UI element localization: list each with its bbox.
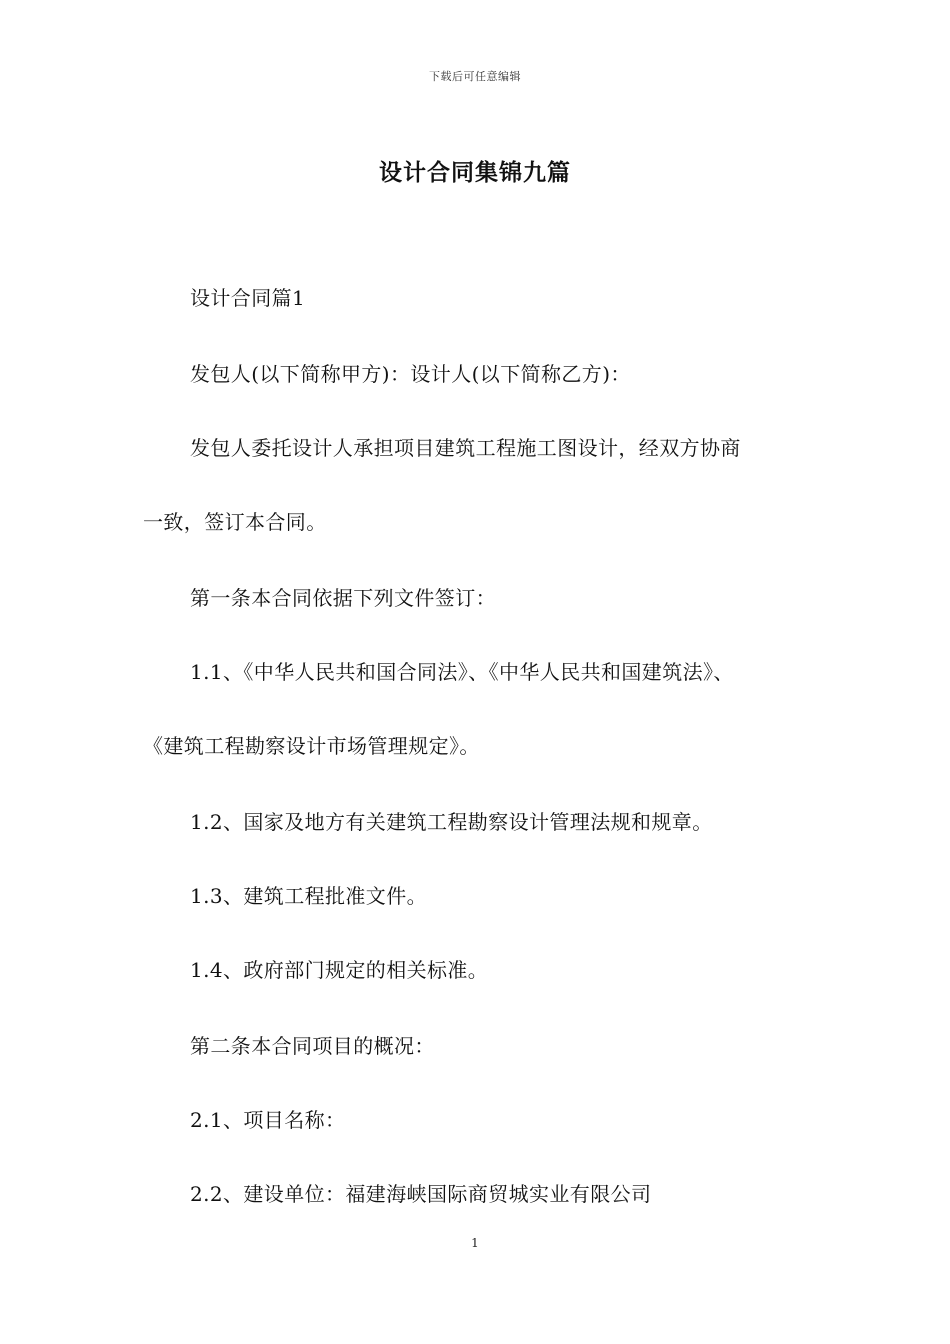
body-paragraph: 发包人委托设计人承担项目建筑工程施工图设计，经双方协商 xyxy=(190,436,741,460)
clause-item: 2.1、项目名称： xyxy=(190,1108,346,1132)
clause-item: 1.4、政府部门规定的相关标准。 xyxy=(190,958,489,982)
article-heading: 第二条本合同项目的概况： xyxy=(190,1034,435,1058)
document-title: 设计合同集锦九篇 xyxy=(379,159,571,186)
clause-item: 1.2、国家及地方有关建筑工程勘察设计管理法规和规章。 xyxy=(190,810,713,834)
clause-item: 1.3、建筑工程批准文件。 xyxy=(190,884,428,908)
body-paragraph-continuation: 一致，签订本合同。 xyxy=(143,510,327,534)
clause-item: 2.2、建设单位：福建海峡国际商贸城实业有限公司 xyxy=(190,1182,652,1206)
section-heading: 设计合同篇1 xyxy=(190,286,306,310)
page-number: 1 xyxy=(471,1236,479,1250)
parties-line: 发包人(以下简称甲方)：设计人(以下简称乙方)： xyxy=(190,362,631,386)
header-note: 下载后可任意编辑 xyxy=(429,70,521,83)
clause-item-continuation: 《建筑工程勘察设计市场管理规定》。 xyxy=(143,734,480,758)
clause-item: 1.1、《中华人民共和国合同法》、《中华人民共和国建筑法》、 xyxy=(190,660,734,684)
article-heading: 第一条本合同依据下列文件签订： xyxy=(190,586,496,610)
